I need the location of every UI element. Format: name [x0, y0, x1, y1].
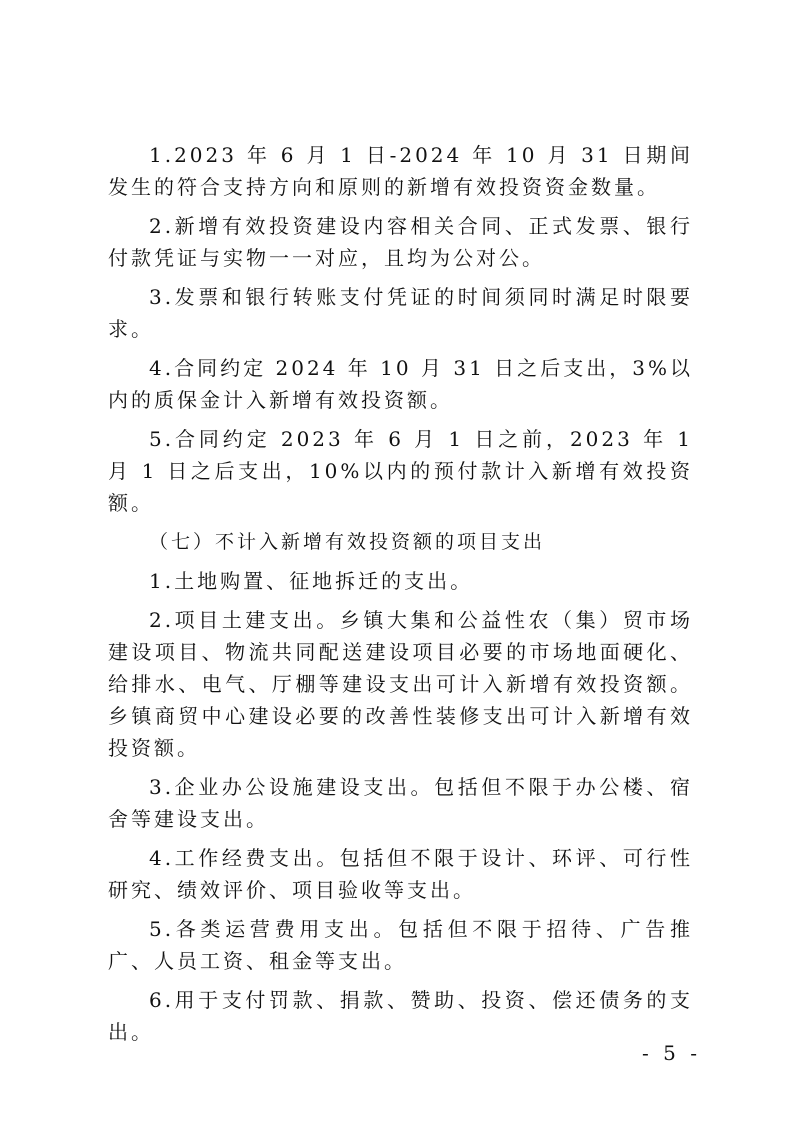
document-body [108, 139, 693, 1055]
paragraph-2: 2.新增有效投资建设内容相关合同、正式发票、银行付款凭证与实物一一对应，且均为公对公。 [108, 214, 693, 270]
paragraph-6: 1.土地购置、征地拆迁的支出。 [149, 569, 474, 593]
page-number: - 5 - [642, 1041, 701, 1065]
paragraph-8: 3.企业办公设施建设支出。包括但不限于办公楼、宿舍等建设支出。 [108, 775, 693, 831]
paragraph-7: 2.项目土建支出。乡镇大集和公益性农（集）贸市场建设项目、物流共同配送建设项目必要的市场地面硬化、给排水、电气、厅棚等建设支出可计入新增有效投资额。乡镇商贸中心建设必要的改善性装修支出可计入新增有效投资额。 [108, 608, 693, 760]
paragraph-11: 6.用于支付罚款、捐款、赞助、投资、偿还债务的支出。 [108, 988, 693, 1044]
paragraph-5: 5.合同约定 2023 年 6 月 1 日之前，2023 年 1 月 1 日之后支出，10%以内的预付款计入新增有效投资额。 [108, 427, 693, 515]
paragraph-9: 4.工作经费支出。包括但不限于设计、环评、可行性研究、绩效评价、项目验收等支出。 [108, 846, 693, 902]
paragraph-4: 4.合同约定 2024 年 10 月 31 日之后支出，3%以内的质保金计入新增有效投资额。 [108, 356, 693, 412]
paragraph-1: 1.2023 年 6 月 1 日-2024 年 10 月 31 日期间发生的符合支持方向和原则的新增有效投资资金数量。 [108, 143, 693, 199]
paragraph-10: 5.各类运营费用支出。包括但不限于招待、广告推广、人员工资、租金等支出。 [108, 917, 693, 973]
paragraph-3: 3.发票和银行转账支付凭证的时间须同时满足时限要求。 [108, 285, 693, 341]
section-heading-7: （七）不计入新增有效投资额的项目支出 [149, 531, 546, 553]
